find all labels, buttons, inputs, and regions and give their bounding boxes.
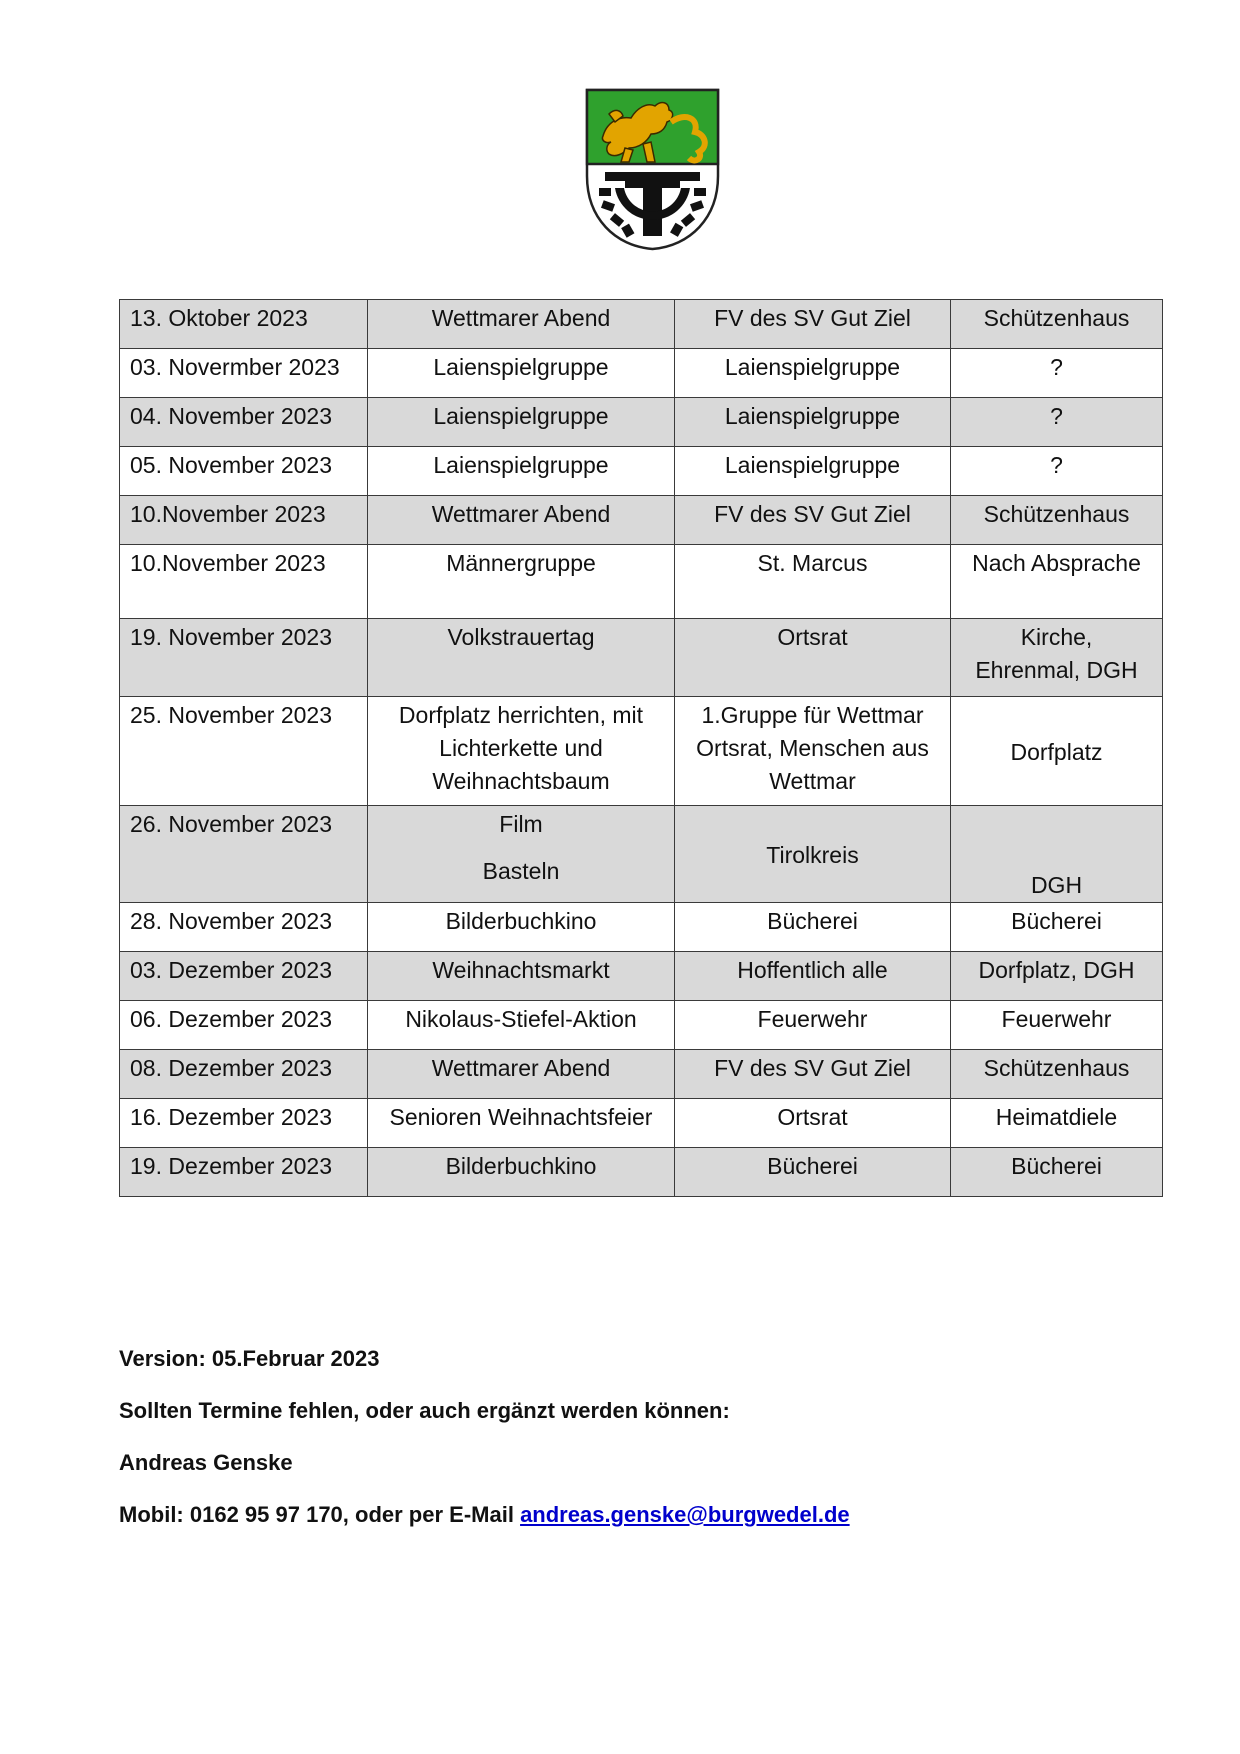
- organizer-cell: [675, 545, 951, 619]
- event-cell-line: Wettmarer Abend: [431, 501, 611, 527]
- table-row: [120, 1050, 1163, 1099]
- place-cell-line: ?: [1050, 452, 1063, 478]
- organizer-cell-line: Bücherei: [767, 908, 858, 934]
- date-cell: 25. November 2023: [120, 697, 368, 806]
- place-cell: [951, 1148, 1163, 1197]
- place-cell-line: Feuerwehr: [1001, 1006, 1112, 1032]
- event-cell-line: Volkstrauertag: [447, 624, 595, 650]
- table-row: [120, 300, 1163, 349]
- table-row: [120, 398, 1163, 447]
- event-cell: [368, 398, 675, 447]
- place-cell-line: Bücherei: [1011, 1153, 1102, 1179]
- event-cell-line: Nikolaus-Stiefel-Aktion: [405, 1006, 637, 1032]
- organizer-cell: [675, 1099, 951, 1148]
- event-cell: [368, 697, 675, 806]
- table-row: [120, 349, 1163, 398]
- missing-dates-note: Sollten Termine fehlen, oder auch ergänzt werden können:: [119, 1398, 730, 1423]
- date-cell: 26. November 2023: [120, 806, 368, 903]
- event-cell: [368, 806, 675, 903]
- organizer-cell-line: Feuerwehr: [757, 1006, 868, 1032]
- organizer-cell: [675, 1148, 951, 1197]
- event-cell: [368, 300, 675, 349]
- organizer-cell: [675, 1001, 951, 1050]
- date-cell: 06. Dezember 2023: [120, 1001, 368, 1050]
- event-cell-line: Bilderbuchkino: [445, 1153, 597, 1179]
- event-cell-line: Film: [499, 811, 543, 837]
- table-row: [120, 806, 1163, 903]
- place-cell-line: Bücherei: [1011, 908, 1102, 934]
- place-cell: [951, 349, 1163, 398]
- event-cell-line: Männergruppe: [446, 550, 596, 576]
- event-cell-line: Laienspielgruppe: [433, 403, 609, 429]
- place-cell-line: DGH: [1030, 872, 1083, 898]
- event-cell: [368, 1001, 675, 1050]
- date-cell: 10.November 2023: [120, 545, 368, 619]
- place-cell-line: Kirche,: [1020, 624, 1093, 650]
- event-cell-line: Wettmarer Abend: [431, 305, 611, 331]
- organizer-cell-line: FV des SV Gut Ziel: [714, 305, 911, 331]
- organizer-cell: [675, 496, 951, 545]
- event-cell: [368, 1148, 675, 1197]
- date-cell: 10.November 2023: [120, 496, 368, 545]
- organizer-cell: [675, 697, 951, 806]
- organizer-cell: [675, 952, 951, 1001]
- event-cell-line: Bilderbuchkino: [445, 908, 597, 934]
- place-cell-line: Ehrenmal, DGH: [975, 657, 1138, 683]
- event-cell: [368, 1099, 675, 1148]
- place-cell-line: ?: [1050, 403, 1063, 429]
- date-cell: 03. Dezember 2023: [120, 952, 368, 1001]
- organizer-cell-line: Laienspielgruppe: [724, 354, 901, 380]
- place-cell: [951, 545, 1163, 619]
- organizer-cell: [675, 398, 951, 447]
- place-cell-line: Schützenhaus: [983, 501, 1130, 527]
- table-row: [120, 1148, 1163, 1197]
- place-cell: [951, 1050, 1163, 1099]
- organizer-cell: [675, 903, 951, 952]
- event-cell-line: Weihnachtsmarkt: [432, 957, 610, 983]
- place-cell: [951, 1099, 1163, 1148]
- place-cell-line: Dorfplatz, DGH: [978, 957, 1135, 983]
- date-cell: 08. Dezember 2023: [120, 1050, 368, 1099]
- date-cell: 19. Dezember 2023: [120, 1148, 368, 1197]
- organizer-cell-line: Laienspielgruppe: [724, 403, 901, 429]
- place-cell: [951, 952, 1163, 1001]
- event-cell: [368, 349, 675, 398]
- version-text: Version: 05.Februar 2023: [119, 1346, 380, 1371]
- events-table: [119, 299, 1163, 1197]
- organizer-cell: [675, 447, 951, 496]
- date-cell: 16. Dezember 2023: [120, 1099, 368, 1148]
- table-row: [120, 1099, 1163, 1148]
- organizer-cell: [675, 806, 951, 903]
- event-cell-line: Senioren Weihnachtsfeier: [389, 1104, 653, 1130]
- place-cell: [951, 697, 1163, 806]
- date-cell: 13. Oktober 2023: [120, 300, 368, 349]
- event-cell: [368, 1050, 675, 1099]
- contact-name: Andreas Genske: [119, 1450, 293, 1475]
- place-cell: [951, 447, 1163, 496]
- organizer-cell-line: Wettmar: [769, 768, 856, 794]
- event-cell-line: Dorfplatz herrichten, mit: [398, 702, 644, 728]
- place-cell: [951, 300, 1163, 349]
- organizer-cell-line: St. Marcus: [757, 550, 868, 576]
- date-cell: 05. November 2023: [120, 447, 368, 496]
- table-row: [120, 952, 1163, 1001]
- place-cell: [951, 398, 1163, 447]
- place-cell: [951, 1001, 1163, 1050]
- organizer-cell-line: Laienspielgruppe: [724, 452, 901, 478]
- place-cell-line: Dorfplatz: [1010, 738, 1103, 765]
- event-cell: [368, 619, 675, 697]
- event-cell: [368, 903, 675, 952]
- table-row: [120, 496, 1163, 545]
- place-cell: [951, 619, 1163, 697]
- organizer-cell: [675, 349, 951, 398]
- organizer-cell-line: Ortsrat: [777, 624, 848, 650]
- place-cell: [951, 806, 1163, 903]
- organizer-cell-line: Ortsrat, Menschen aus: [696, 735, 929, 761]
- event-cell-line: Basteln: [482, 858, 560, 884]
- contact-line: [119, 1501, 1119, 1529]
- organizer-cell-line: Ortsrat: [777, 1104, 848, 1130]
- table-row: [120, 903, 1163, 952]
- event-cell-line: Lichterkette und: [439, 735, 603, 761]
- table-row: [120, 545, 1163, 619]
- event-cell: [368, 952, 675, 1001]
- organizer-cell: [675, 1050, 951, 1099]
- event-cell-line: Laienspielgruppe: [433, 452, 609, 478]
- event-cell: [368, 545, 675, 619]
- date-cell: 03. Novermber 2023: [120, 349, 368, 398]
- table-row: [120, 447, 1163, 496]
- event-cell-line: Weihnachtsbaum: [432, 768, 610, 794]
- organizer-cell-line: Hoffentlich alle: [737, 957, 888, 983]
- table-row: [120, 1001, 1163, 1050]
- place-cell-line: ?: [1050, 354, 1063, 380]
- footer: [119, 1345, 1119, 1553]
- place-cell-line: Nach Absprache: [972, 550, 1141, 576]
- place-cell: [951, 903, 1163, 952]
- organizer-cell-line: Bücherei: [767, 1153, 858, 1179]
- place-cell-line: Schützenhaus: [983, 1055, 1130, 1081]
- place-cell-line: Heimatdiele: [995, 1104, 1118, 1130]
- organizer-cell: [675, 619, 951, 697]
- place-cell-line: Schützenhaus: [983, 305, 1130, 331]
- place-cell: [951, 496, 1163, 545]
- date-cell: 04. November 2023: [120, 398, 368, 447]
- organizer-cell-line: Tirolkreis: [766, 841, 859, 868]
- organizer-cell-line: 1.Gruppe für Wettmar: [701, 702, 924, 728]
- table-row: [120, 619, 1163, 697]
- date-cell: 19. November 2023: [120, 619, 368, 697]
- event-cell: [368, 496, 675, 545]
- table-row: [120, 697, 1163, 806]
- event-cell-line: Wettmarer Abend: [431, 1055, 611, 1081]
- email-link[interactable]: andreas.genske@burgwedel.de: [520, 1502, 850, 1527]
- event-cell: [368, 447, 675, 496]
- contact-phone: Mobil: 0162 95 97 170, oder per E-Mail: [119, 1502, 521, 1527]
- organizer-cell-line: FV des SV Gut Ziel: [714, 501, 911, 527]
- organizer-cell: [675, 300, 951, 349]
- date-cell: 28. November 2023: [120, 903, 368, 952]
- event-cell-line: Laienspielgruppe: [433, 354, 609, 380]
- organizer-cell-line: FV des SV Gut Ziel: [714, 1055, 911, 1081]
- coat-of-arms-icon: [585, 88, 720, 251]
